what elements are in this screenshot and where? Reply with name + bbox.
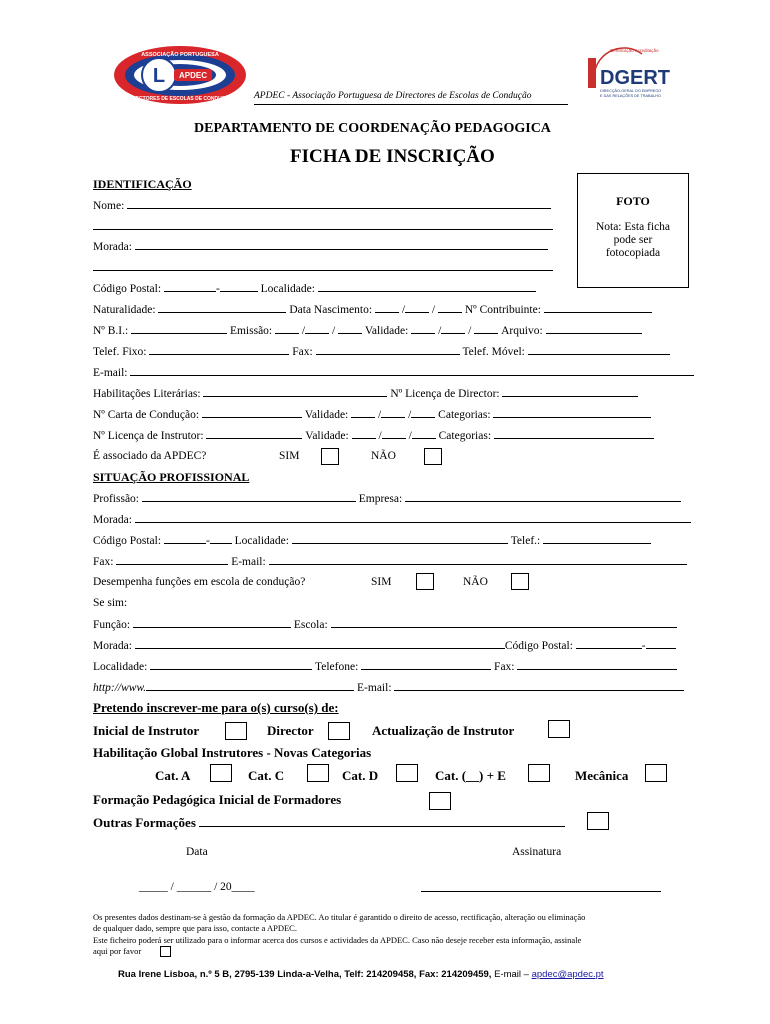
escola-morada-field[interactable] xyxy=(135,639,505,649)
profissao-field[interactable] xyxy=(142,492,356,502)
associado-sim-label: SIM xyxy=(279,450,300,462)
associado-label: É associado da APDEC? xyxy=(93,450,207,462)
date-sep: / xyxy=(408,409,412,421)
cursos-heading: Pretendo inscrever-me para o(s) curso(s) de: xyxy=(93,700,339,715)
morada-row xyxy=(93,240,548,253)
svg-text:DIRECTORES DE ESCOLAS DE CONDU: DIRECTORES DE ESCOLAS DE CONDUÇÃO xyxy=(127,96,233,102)
nome-row xyxy=(93,199,551,212)
licenca-categorias-label: Categorias: xyxy=(438,430,492,442)
carta-label: Nº Carta de Condução: xyxy=(93,409,200,421)
bi-row xyxy=(93,324,642,337)
licenca-instrutor-field[interactable] xyxy=(206,429,302,439)
cat-a-checkbox[interactable] xyxy=(210,764,232,782)
escola-email-label: E-mail: xyxy=(357,682,392,694)
photo-note-3: fotocopiada xyxy=(605,247,661,259)
date-sep: / xyxy=(438,325,442,337)
escola-localidade-label: Localidade: xyxy=(93,661,148,673)
svg-text:DGERT: DGERT xyxy=(600,67,670,89)
date-sep: / xyxy=(301,325,306,337)
svg-text:ASSOCIAÇÃO PORTUGUESA: ASSOCIAÇÃO PORTUGUESA xyxy=(141,52,219,58)
photo-box xyxy=(577,173,689,288)
http-label: http://www. xyxy=(93,682,147,694)
se-sim-label: Se sim: xyxy=(93,597,128,609)
empresa-field[interactable] xyxy=(405,492,681,502)
escola-fax-field[interactable] xyxy=(517,660,677,670)
funcao-row xyxy=(93,618,677,631)
footer-line-3: Este ficheiro poderá ser utilizado para o informar acerca dos cursos e actividades da APDEC. Caso não deseje receber esta informação, assinale xyxy=(93,935,582,945)
data-nascimento-label: Data Nascimento: xyxy=(289,304,373,316)
cat-a-label: Cat. A xyxy=(155,768,191,783)
telef-movel-label: Telef. Móvel: xyxy=(462,346,525,358)
escola-telefone-field[interactable] xyxy=(361,660,491,670)
morada-label: Morada: xyxy=(93,241,132,253)
bi-validade-label: Validade: xyxy=(364,325,409,337)
cp-field-2[interactable] xyxy=(220,282,258,292)
sit-cp-field-2[interactable] xyxy=(210,534,232,544)
telef-fixo-label: Telef. Fixo: xyxy=(93,346,147,358)
outras-row xyxy=(93,815,565,831)
footer-line-4: aqui por favor xyxy=(93,946,142,956)
associado-sim-checkbox[interactable] xyxy=(321,448,339,465)
cp-sep: - xyxy=(215,283,220,295)
cp-sep: - xyxy=(641,640,646,652)
morada-field[interactable] xyxy=(135,240,548,250)
form-title: FICHA DE INSCRIÇÃO xyxy=(290,146,495,167)
localidade-label: Localidade: xyxy=(260,283,315,295)
carta-validade-label: Validade: xyxy=(304,409,349,421)
photo-title: FOTO xyxy=(616,194,650,208)
photo-note-1: Nota: Esta ficha xyxy=(595,221,671,233)
bi-validade-dia[interactable] xyxy=(411,324,435,334)
desempenha-label: Desempenha funções em escola de condução? xyxy=(93,576,306,588)
telef-movel-field[interactable] xyxy=(528,345,670,355)
localidade-field[interactable] xyxy=(318,282,536,292)
footer-line-1: Os presentes dados destinam-se à gestão da formação da APDEC. Ao titular é garantido o direito de acesso, rectificação, alteração ou eliminação xyxy=(93,912,586,922)
profissao-row xyxy=(93,492,681,505)
date-sep: / xyxy=(468,325,472,337)
escola-cp-field-2[interactable] xyxy=(646,639,676,649)
funcao-label: Função: xyxy=(93,619,131,631)
escola-email-field[interactable] xyxy=(394,681,684,691)
licenca-director-field[interactable] xyxy=(502,387,638,397)
cat-e-label: Cat. (__) + E xyxy=(435,768,506,783)
assinatura-label: Assinatura xyxy=(512,846,562,858)
outras-label: Outras Formações xyxy=(93,815,196,830)
cat-c-label: Cat. C xyxy=(248,768,285,783)
sit-email-field[interactable] xyxy=(269,555,687,565)
formacao-checkbox[interactable] xyxy=(429,792,451,810)
sit-morada-field[interactable] xyxy=(135,513,691,523)
naturalidade-label: Naturalidade: xyxy=(93,304,156,316)
footer-optout-checkbox[interactable] xyxy=(160,946,171,957)
carta-categorias-field[interactable] xyxy=(493,408,651,418)
sit-fax-field[interactable] xyxy=(116,555,228,565)
nascimento-ano[interactable] xyxy=(438,303,462,313)
escola-label: Escola: xyxy=(293,619,328,631)
naturalidade-row xyxy=(93,303,652,316)
sit-telef-field[interactable] xyxy=(543,534,651,544)
sit-fax-label: Fax: xyxy=(93,556,114,568)
http-row xyxy=(93,681,684,694)
emissao-mes[interactable] xyxy=(305,324,329,334)
carta-row xyxy=(93,408,651,421)
escola-field[interactable] xyxy=(331,618,677,628)
carta-validade-dia[interactable] xyxy=(351,408,375,418)
signature-line[interactable] xyxy=(421,891,661,892)
licenca-validade-label: Validade: xyxy=(305,430,349,442)
footer-email-link[interactable]: apdec@apdec.pt xyxy=(531,969,604,980)
escola-telefone-label: Telefone: xyxy=(315,661,359,673)
formacao-label: Formação Pedagógica Inicial de Formadores xyxy=(93,792,342,807)
associado-nao-checkbox[interactable] xyxy=(424,448,442,465)
sit-fax-row xyxy=(93,555,687,568)
nome-field[interactable] xyxy=(127,199,551,209)
footer-line-2: de qualquer dado, sempre que para isso, contacte a APDEC. xyxy=(93,923,297,933)
habilitacoes-label: Habilitações Literárias: xyxy=(93,388,201,400)
arquivo-field[interactable] xyxy=(546,324,642,334)
licenca-categorias-field[interactable] xyxy=(494,429,654,439)
contribuinte-field[interactable] xyxy=(544,303,652,313)
cp-sep: - xyxy=(205,535,210,547)
licenca-validade-ano[interactable] xyxy=(412,429,436,439)
nome-row-2 xyxy=(93,220,553,233)
emissao-label: Emissão: xyxy=(229,325,273,337)
date-sep: / xyxy=(408,430,412,442)
desempenha-sim-checkbox[interactable] xyxy=(416,573,434,590)
svg-text:DIRECÇÃO-GERAL DO EMPREGO: DIRECÇÃO-GERAL DO EMPREGO xyxy=(600,89,662,93)
email-label: E-mail: xyxy=(93,367,128,379)
habilitacao-global-label: Habilitação Global Instrutores - Novas Categorias xyxy=(93,745,372,760)
identificacao-heading: IDENTIFICAÇÃO xyxy=(93,177,192,191)
mecanica-label: Mecânica xyxy=(575,768,629,783)
svg-text:APDEC: APDEC xyxy=(178,71,208,80)
morada-field-2[interactable] xyxy=(93,261,553,271)
date-sep: / xyxy=(401,304,406,316)
nome-label: Nome: xyxy=(93,200,125,212)
telefones-row xyxy=(93,345,670,358)
bi-field[interactable] xyxy=(131,324,227,334)
nome-field-2[interactable] xyxy=(93,220,553,230)
actualizacao-checkbox[interactable] xyxy=(548,720,570,738)
mecanica-checkbox[interactable] xyxy=(645,764,667,782)
date-sep: / xyxy=(378,409,382,421)
sit-morada-row xyxy=(93,513,691,526)
bi-validade-mes[interactable] xyxy=(441,324,465,334)
licenca-director-label: Nº Licença de Director: xyxy=(390,388,500,400)
escola-cp-field-1[interactable] xyxy=(576,639,642,649)
bi-label: Nº B.I.: xyxy=(93,325,129,337)
escola-localidade-field[interactable] xyxy=(150,660,312,670)
sit-morada-label: Morada: xyxy=(93,514,132,526)
cat-d-label: Cat. D xyxy=(342,768,379,783)
licenca-validade-mes[interactable] xyxy=(382,429,406,439)
outras-checkbox[interactable] xyxy=(587,812,609,830)
header-rule xyxy=(254,104,568,105)
contribuinte-label: Nº Contribuinte: xyxy=(464,304,541,316)
director-label: Director xyxy=(267,723,314,738)
footer-email-label: E-mail – xyxy=(494,969,529,980)
nascimento-dia[interactable] xyxy=(375,303,399,313)
cat-e-checkbox[interactable] xyxy=(528,764,550,782)
email-field[interactable] xyxy=(130,366,694,376)
outras-field[interactable] xyxy=(199,817,565,827)
http-field[interactable] xyxy=(146,681,354,691)
svg-text:L: L xyxy=(152,65,166,87)
morada-row-2 xyxy=(93,261,553,274)
licenca-instrutor-row xyxy=(93,429,654,442)
date-line[interactable]: _____ / ______ / 20____ xyxy=(139,881,255,893)
empresa-label: Empresa: xyxy=(358,493,403,505)
desempenha-nao-checkbox[interactable] xyxy=(511,573,529,590)
emissao-ano[interactable] xyxy=(338,324,362,334)
department-title: DEPARTAMENTO DE COORDENAÇÃO PEDAGOGICA xyxy=(194,121,551,136)
carta-validade-ano[interactable] xyxy=(411,408,435,418)
footer-address: Rua Irene Lisboa, n.º 5 B, 2795-139 Linda-a-Velha, Telf: 214209458, Fax: 214209459, xyxy=(118,969,492,980)
sit-cp-field-1[interactable] xyxy=(164,534,206,544)
header-subtitle: APDEC - Associação Portuguesa de Directores de Escolas de Condução xyxy=(254,91,532,101)
desempenha-sim-label: SIM xyxy=(371,576,392,588)
profissao-label: Profissão: xyxy=(93,493,139,505)
nascimento-mes[interactable] xyxy=(405,303,429,313)
sit-localidade-field[interactable] xyxy=(292,534,508,544)
cat-d-checkbox[interactable] xyxy=(396,764,418,782)
inicial-instrutor-checkbox[interactable] xyxy=(225,722,247,740)
photo-note-2: pode ser xyxy=(613,234,653,246)
cp-row xyxy=(93,282,536,295)
escola-morada-label: Morada: xyxy=(93,640,132,652)
fax-field[interactable] xyxy=(316,345,460,355)
apdec-logo xyxy=(112,44,248,106)
escola-morada-row xyxy=(93,639,676,652)
cp-field-1[interactable] xyxy=(164,282,216,292)
escola-cp-label: Código Postal: xyxy=(504,640,573,652)
sit-cp-label: Código Postal: xyxy=(93,535,162,547)
date-sep: / xyxy=(431,304,436,316)
fax-label: Fax: xyxy=(292,346,313,358)
habilitacoes-field[interactable] xyxy=(203,387,387,397)
carta-field[interactable] xyxy=(202,408,302,418)
telef-fixo-field[interactable] xyxy=(149,345,289,355)
date-sep: / xyxy=(331,325,336,337)
cp-label: Código Postal: xyxy=(93,283,162,295)
footer-address-row xyxy=(118,969,604,980)
sit-telef-label: Telef.: xyxy=(510,535,541,547)
naturalidade-field[interactable] xyxy=(158,303,286,313)
svg-text:Certificação Acreditação: Certificação Acreditação xyxy=(610,48,659,53)
desempenha-nao-label: NÃO xyxy=(463,576,488,588)
situacao-heading: SITUAÇÃO PROFISSIONAL xyxy=(93,470,250,484)
director-checkbox[interactable] xyxy=(328,722,350,740)
cat-c-checkbox[interactable] xyxy=(307,764,329,782)
sit-email-label: E-mail: xyxy=(231,556,266,568)
inicial-instrutor-label: Inicial de Instrutor xyxy=(93,723,200,738)
habilitacoes-row xyxy=(93,387,638,400)
date-sep: / xyxy=(378,430,382,442)
funcao-field[interactable] xyxy=(133,618,291,628)
email-row xyxy=(93,366,694,379)
actualizacao-label: Actualização de Instrutor xyxy=(372,723,515,738)
dgert-logo xyxy=(580,44,680,102)
licenca-validade-dia[interactable] xyxy=(352,429,376,439)
carta-validade-mes[interactable] xyxy=(381,408,405,418)
escola-fax-label: Fax: xyxy=(494,661,515,673)
svg-text:E DAS RELAÇÕES DE TRABALHO: E DAS RELAÇÕES DE TRABALHO xyxy=(600,94,661,98)
emissao-dia[interactable] xyxy=(275,324,299,334)
escola-localidade-row xyxy=(93,660,677,673)
bi-validade-ano[interactable] xyxy=(474,324,498,334)
carta-categorias-label: Categorias: xyxy=(438,409,491,421)
sit-localidade-label: Localidade: xyxy=(234,535,289,547)
data-label: Data xyxy=(186,846,208,858)
licenca-instrutor-label: Nº Licença de Instrutor: xyxy=(93,430,204,442)
sit-cp-row xyxy=(93,534,651,547)
associado-nao-label: NÃO xyxy=(371,450,396,462)
arquivo-label: Arquivo: xyxy=(501,325,543,337)
